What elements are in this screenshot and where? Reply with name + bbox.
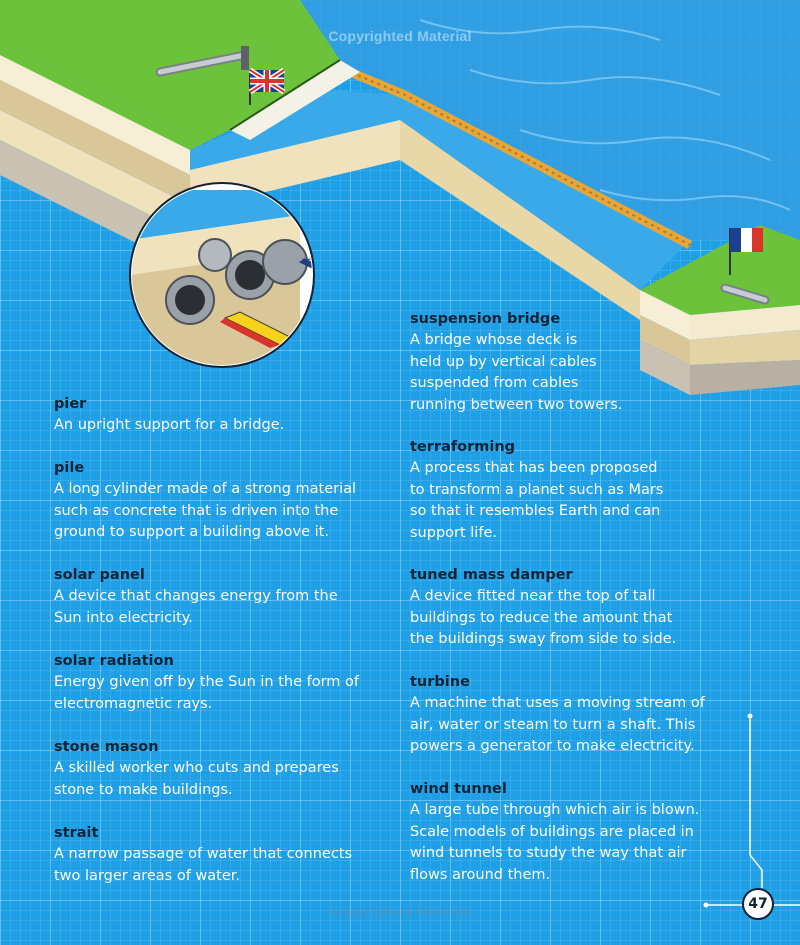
glossary-definition-line: air, water or steam to turn a shaft. This [410,716,696,733]
glossary-definition-line: buildings to reduce the amount that [410,609,673,626]
glossary-term: turbine [410,674,470,690]
glossary-definition-line: held up by vertical cables [410,353,597,370]
glossary-definition-line: two larger areas of water. [54,867,241,884]
glossary-term: pile [54,460,85,476]
glossary-definition-line: ground to support a building above it. [54,524,329,540]
glossary-definition-line: so that it resembles Earth and can [410,503,661,519]
glossary-definition-line: A bridge whose deck is [410,332,578,348]
glossary-definition-line: flows around them. [410,866,551,883]
glossary-definition-line: A machine that uses a moving stream of [410,695,705,711]
glossary-definition-line: such as concrete that is driven into the [54,502,339,519]
watermark-bottom: Copyrighted Material [328,903,472,919]
glossary-definition-line: A skilled worker who cuts and prepares [54,760,339,776]
page-number: 47 [742,888,774,920]
glossary-term: terraforming [410,439,516,455]
glossary-definition-line: wind tunnels to study the way that air [410,845,687,861]
glossary-definition-line: support life. [410,524,497,541]
glossary-term: solar panel [54,567,145,583]
glossary-definition-line: stone to make buildings. [54,781,233,798]
glossary-term: wind tunnel [410,781,507,797]
glossary-definition-line: the buildings sway from side to side. [410,631,677,647]
glossary-term: stone mason [54,739,159,755]
glossary-definition-line: electromagnetic rays. [54,695,213,712]
glossary-definition-line: suspended from cables [410,375,579,391]
glossary-definition-line: An upright support for a bridge. [54,417,285,433]
glossary-term: pier [54,396,87,412]
glossary-definition-line: A process that has been proposed [410,460,658,476]
glossary-definition-line: running between two towers. [410,396,623,413]
glossary-term: solar radiation [54,653,174,669]
glossary-term: strait [54,825,99,841]
glossary-definition-line: A device fitted near the top of tall [410,588,656,604]
glossary-term: tuned mass damper [410,567,573,583]
glossary-definition-line: A long cylinder made of a strong material [54,481,357,497]
glossary-definition-line: A large tube through which air is blown. [410,802,700,818]
glossary-definition-line: A device that changes energy from the [54,588,338,604]
glossary-definition-line: powers a generator to make electricity. [410,738,695,754]
glossary-definition-line: Sun into electricity. [54,609,193,626]
glossary-definition-line: Scale models of buildings are placed in [410,823,694,840]
glossary-term: suspension bridge [410,311,561,327]
glossary-definition-line: A narrow passage of water that connects [54,846,353,862]
glossary-definition-line: Energy given off by the Sun in the form of [54,674,359,690]
watermark-top: Copyrighted Material [328,28,472,44]
glossary-definition-line: to transform a planet such as Mars [410,481,664,498]
